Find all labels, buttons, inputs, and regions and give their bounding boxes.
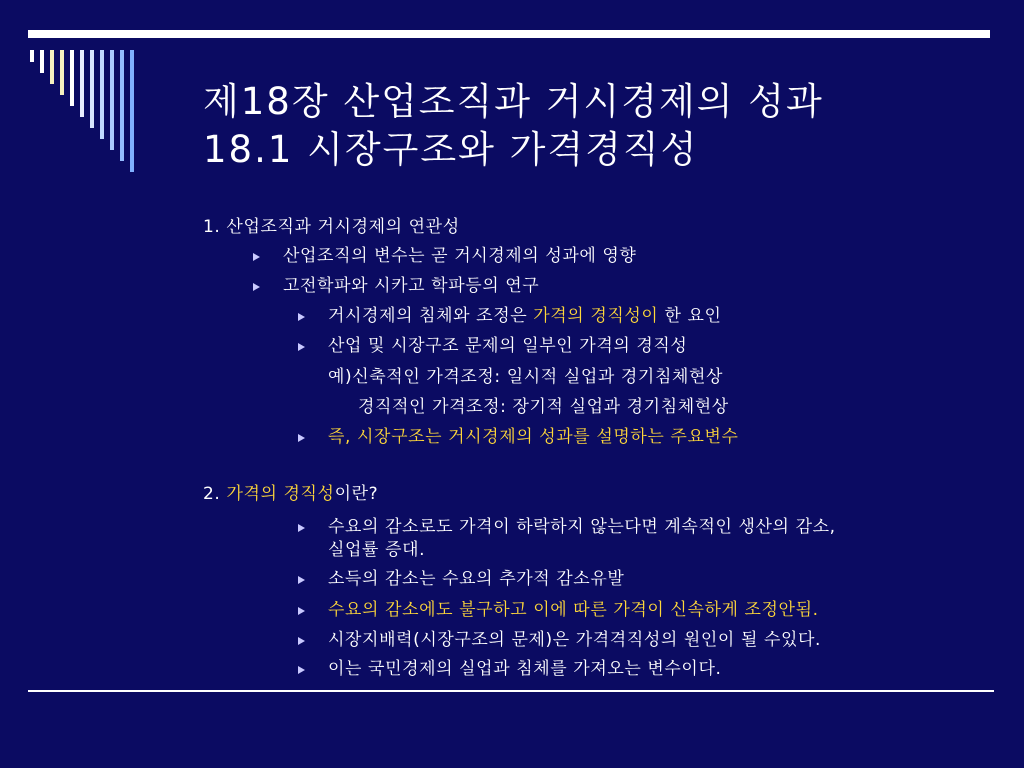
title-line-2: 18.1 시장구조와 가격경직성 [203,128,699,171]
bullet-arrow-icon [298,576,305,584]
subitem-1-suffix: 한 요인 [658,306,722,326]
section-2-item-3: 수요의 감소에도 불구하고 이에 따른 가격이 신속하게 조정안됨. [328,600,819,620]
title-line-1: 제18장 산업조직과 거시경제의 성과 [203,80,824,123]
subitem-1-prefix: 거시경제의 침체와 조정은 [328,306,534,326]
section-2-heading-suffix: 이란? [334,484,379,504]
section-1-heading: 1. 산업조직과 거시경제의 연관성 [203,217,460,237]
subitem-1-highlight: 가격의 경직성이 [533,306,659,326]
bullet-arrow-icon [298,434,305,442]
section-1-example-1: 예)신축적인 가격조정: 일시적 실업과 경기침체현상 [328,367,724,387]
section-1-example-2: 경직적인 가격조정: 장기적 실업과 경기침체현상 [358,397,729,417]
section-1-subitem-3: 즉, 시장구조는 거시경제의 성과를 설명하는 주요변수 [328,427,739,447]
section-2-item-1-line-2: 실업률 증대. [328,540,426,560]
section-2-heading [203,483,378,505]
bullet-arrow-icon [298,524,305,532]
section-2-item-2: 소득의 감소는 수요의 추가적 감소유발 [328,569,625,589]
bullet-arrow-icon [298,637,305,645]
section-2-item-1-line-1: 수요의 감소로도 가격이 하락하지 않는다면 계속적인 생산의 감소, [328,517,836,537]
section-2-number: 2. [203,484,227,504]
bullet-arrow-icon [253,283,260,291]
section-1-item-1: 산업조직의 변수는 곧 거시경제의 성과에 영향 [283,246,637,266]
bullet-arrow-icon [298,666,305,674]
bullet-arrow-icon [253,253,260,261]
section-1-subitem-1 [328,305,722,327]
section-2-item-5: 이는 국민경제의 실업과 침체를 가져오는 변수이다. [328,659,722,679]
section-1-item-2: 고전학파와 시카고 학파등의 연구 [283,276,540,296]
bullet-arrow-icon [298,607,305,615]
section-2-item-4: 시장지배력(시장구조의 문제)은 가격격직성의 원인이 될 수있다. [328,630,822,650]
section-2-heading-highlight: 가격의 경직성 [226,484,335,504]
bottom-rule [28,690,994,692]
bullet-arrow-icon [298,313,305,321]
bullet-arrow-icon [298,343,305,351]
section-1-subitem-2: 산업 및 시장구조 문제의 일부인 가격의 경직성 [328,336,688,356]
